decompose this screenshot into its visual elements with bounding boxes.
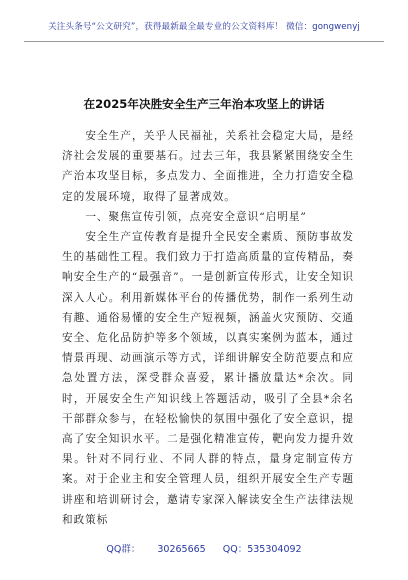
header-divider bbox=[24, 41, 384, 42]
footer-contact: QQ群： 30265665 QQ：535304092 bbox=[106, 544, 302, 555]
document-body bbox=[62, 126, 354, 530]
paragraph-section-1: 安全生产宣传教育是提升全民安全素质、预防事故发生的基础性工程。我们致力于打造高质量的宣传精品，奏响安全生产的“最强音”。一是创新宣传形式，让安全知识深入人心。利用新媒体平台的传播优势，制作一系列生动有趣、通俗易懂的安全生产短视频，涵盖火灾预防、交通安全、危化品防护等多个领域，以真实案例为蓝本，通过情景再现、动画演示等方式，详细讲解安全防范要点和应急处置方法，深受群众喜爱，累计播放量达*余次。同时，开展安全生产知识线上答题活动，吸引了全县*余名干部群众参与，在轻松愉快的氛围中强化了安全意识，提高了安全知识水平。二是强化精准宣传，靶向发力提升效果。针对不同行业、不同人群的特点，量身定制宣传方案。对于企业主和安全管理人员，组织开展安全生产专题讲座和培训研讨会，邀请专家深入解读安全生产法律法规和政策标 bbox=[62, 231, 354, 526]
document-title: 在2025年决胜安全生产三年治本攻坚上的讲话 bbox=[83, 97, 325, 111]
paragraph-intro: 安全生产，关乎人民福祉，关系社会稳定大局，是经济社会发展的重要基石。过去三年，我县紧紧围绕安全生产治本攻坚目标，多点发力、全面推进，全力打造安全稳定的发展环境，取得了显著成效。 bbox=[62, 130, 354, 203]
header-note: 关注头条号“公文研究”，获得最新最全最专业的公文资料库！ 微信：gongwenyj bbox=[48, 22, 360, 32]
section-heading: 一、聚焦宣传引领，点亮安全意识“启明星” bbox=[85, 210, 307, 223]
